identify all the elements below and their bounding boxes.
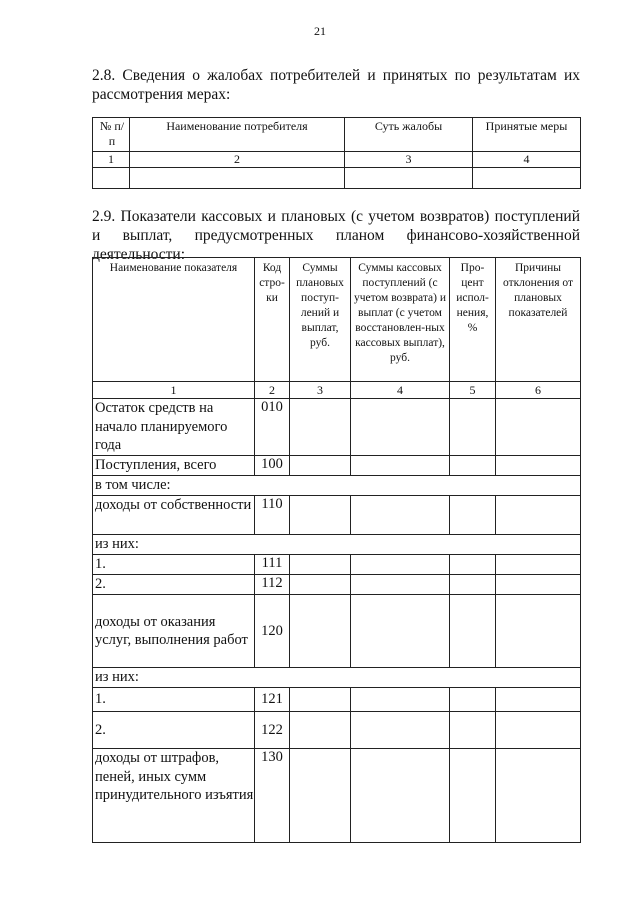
empty-cell <box>351 399 450 456</box>
group-label: из них: <box>93 668 581 688</box>
indicator-name: доходы от собственности <box>93 496 255 535</box>
empty-cell <box>496 688 581 712</box>
empty-cell <box>290 555 351 575</box>
row-code: 111 <box>255 555 290 575</box>
empty-cell <box>496 399 581 456</box>
row-code: 100 <box>255 456 290 476</box>
indicator-name: доходы от штрафов, пеней, иных сумм принудительного изъятия <box>93 749 255 843</box>
row-code: 112 <box>255 575 290 595</box>
empty-cell <box>290 712 351 749</box>
empty-cell <box>496 712 581 749</box>
empty-cell <box>496 575 581 595</box>
empty-cell <box>290 575 351 595</box>
indicator-name: 2. <box>93 575 255 595</box>
row-code: 110 <box>255 496 290 535</box>
empty-cell <box>351 456 450 476</box>
indicator-name: 1. <box>93 555 255 575</box>
row-code: 121 <box>255 688 290 712</box>
row-code: 122 <box>255 712 290 749</box>
empty-cell <box>496 749 581 843</box>
indicator-name: доходы от оказания услуг, выполнения работ <box>93 595 255 668</box>
empty-cell <box>93 168 130 189</box>
header-measures-taken: Принятые меры <box>473 118 581 152</box>
empty-cell <box>450 749 496 843</box>
column-number: 5 <box>450 382 496 399</box>
empty-cell <box>290 749 351 843</box>
empty-cell <box>496 555 581 575</box>
empty-cell <box>450 712 496 749</box>
empty-cell <box>496 456 581 476</box>
column-number: 6 <box>496 382 581 399</box>
empty-cell <box>450 575 496 595</box>
empty-cell <box>496 496 581 535</box>
empty-cell <box>351 688 450 712</box>
section-heading-indicators: 2.9. Показатели кассовых и плановых (с учетом возвратов) поступлений и выплат, предусмотренных планом финансово-хозяйственной деятельности: <box>92 208 580 263</box>
empty-cell <box>351 595 450 668</box>
column-number: 3 <box>290 382 351 399</box>
indicator-name: 2. <box>93 712 255 749</box>
row-code: 120 <box>255 595 290 668</box>
header-cash-sums: Суммы кассовых поступлений (с учетом возврата) и выплат (с учетом восстановлен-ных кассовых выплат), руб. <box>351 258 450 382</box>
empty-cell <box>130 168 345 189</box>
column-number: 1 <box>93 152 130 168</box>
header-complaint-essence: Суть жалобы <box>345 118 473 152</box>
empty-cell <box>351 749 450 843</box>
complaints-table <box>92 117 581 189</box>
row-code: 130 <box>255 749 290 843</box>
indicator-name: 1. <box>93 688 255 712</box>
column-number: 2 <box>255 382 290 399</box>
header-planned-sums: Суммы плановых поступ-лений и выплат, руб. <box>290 258 351 382</box>
empty-cell <box>351 575 450 595</box>
group-label: в том числе: <box>93 476 581 496</box>
empty-cell <box>290 595 351 668</box>
indicator-name: Поступления, всего <box>93 456 255 476</box>
empty-cell <box>450 688 496 712</box>
group-label: из них: <box>93 535 581 555</box>
column-number: 4 <box>351 382 450 399</box>
empty-cell <box>496 595 581 668</box>
empty-cell <box>290 456 351 476</box>
empty-cell <box>345 168 473 189</box>
column-number: 1 <box>93 382 255 399</box>
row-code: 010 <box>255 399 290 456</box>
empty-cell <box>450 595 496 668</box>
empty-cell <box>290 688 351 712</box>
header-deviation-reasons: Причины отклонения от плановых показателей <box>496 258 581 382</box>
empty-cell <box>290 399 351 456</box>
indicator-name: Остаток средств на начало планируемого года <box>93 399 255 456</box>
header-indicator-name: Наименование показателя <box>93 258 255 382</box>
page-number: 21 <box>314 24 326 38</box>
header-execution-percent: Про-цент испол-нения, % <box>450 258 496 382</box>
section-heading-complaints: 2.8. Сведения о жалобах потребителей и принятых по результатам их рассмотрения мерах: <box>92 67 580 103</box>
empty-cell <box>351 712 450 749</box>
empty-cell <box>450 456 496 476</box>
empty-cell <box>450 399 496 456</box>
empty-cell <box>290 496 351 535</box>
indicators-table <box>92 257 581 843</box>
column-number: 4 <box>473 152 581 168</box>
empty-cell <box>351 555 450 575</box>
header-number: № п/п <box>93 118 130 152</box>
empty-cell <box>450 555 496 575</box>
empty-cell <box>450 496 496 535</box>
empty-cell <box>473 168 581 189</box>
column-number: 3 <box>345 152 473 168</box>
column-number: 2 <box>130 152 345 168</box>
header-consumer-name: Наименование потребителя <box>130 118 345 152</box>
header-row-code: Код стро-ки <box>255 258 290 382</box>
empty-cell <box>351 496 450 535</box>
